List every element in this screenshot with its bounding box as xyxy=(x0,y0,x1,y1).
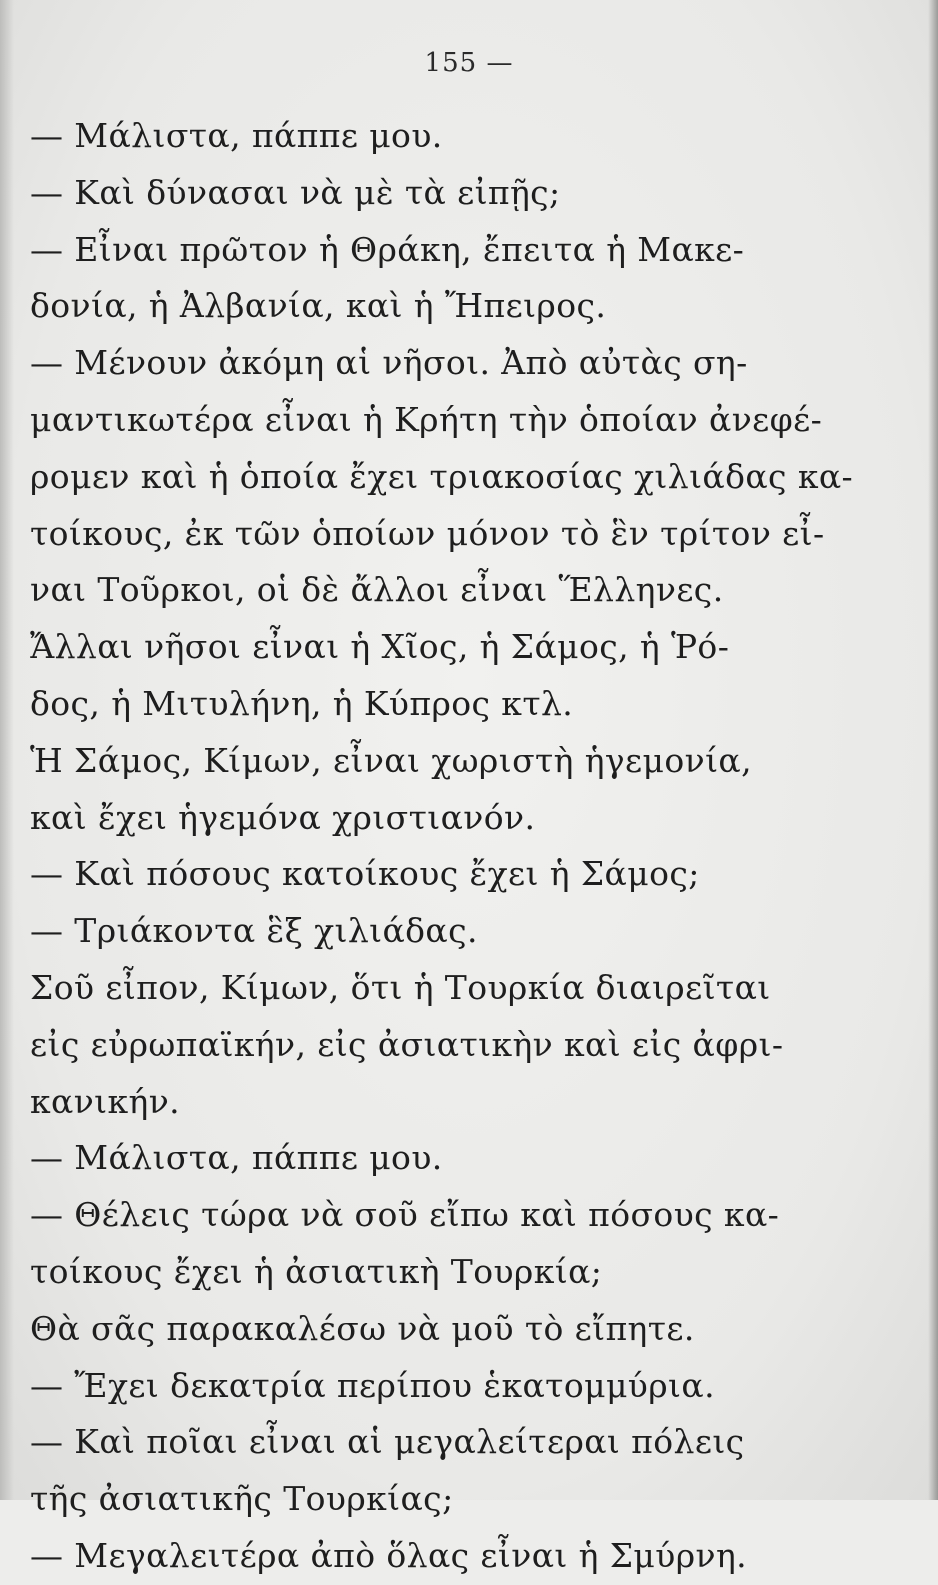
text-line: Ἡ Σάμος, Κίμων, εἶναι χωριστὴ ἡγεμονία, xyxy=(30,740,752,780)
text-line: καὶ ἔχει ἡγεμόνα χριστιανόν. xyxy=(30,797,536,837)
text-line: μαντικωτέρα εἶναι ἡ Κρήτη τὴν ὁποίαν ἀνεφέ- xyxy=(30,399,823,439)
text-line: τῆς ἀσιατικῆς Τουρκίας; xyxy=(30,1479,454,1519)
text-line: εἰς εὐρωπαϊκήν, εἰς ἀσιατικὴν καὶ εἰς ἀφρι- xyxy=(30,1024,784,1064)
text-line: τοίκους, ἐκ τῶν ὁποίων μόνον τὸ ἓν τρίτον εἶ- xyxy=(30,513,825,553)
page-right-edge-shadow xyxy=(928,0,938,1500)
text-line: — Ἔχει δεκατρία περίπου ἑκατομμύρια. xyxy=(30,1365,715,1405)
text-line: δονία, ἡ Ἀλβανία, καὶ ἡ Ἤπειρος. xyxy=(30,286,607,326)
body-text xyxy=(30,108,855,1585)
text-line: Θὰ σᾶς παρακαλέσω νὰ μοῦ τὸ εἴπητε. xyxy=(30,1308,695,1348)
text-line: — Τριάκοντα ἓξ χιλιάδας. xyxy=(30,911,478,951)
text-line: — Εἶναι πρῶτον ἡ Θράκη, ἔπειτα ἡ Μακε- xyxy=(30,229,745,269)
text-line: τοίκους ἔχει ἡ ἀσιατικὴ Τουρκία; xyxy=(30,1251,603,1291)
text-line: ρομεν καὶ ἡ ὁποία ἔχει τριακοσίας χιλιάδας κα- xyxy=(30,456,854,496)
text-line: — Καὶ δύνασαι νὰ μὲ τὰ εἰπῇς; xyxy=(30,172,561,212)
text-line: — Μεγαλειτέρα ἀπὸ ὅλας εἶναι ἡ Σμύρνη. xyxy=(30,1535,748,1575)
text-line: — Μάλιστα, πάππε μου. xyxy=(30,116,443,155)
text-line: κανικήν. xyxy=(30,1081,181,1121)
text-line: — Μάλιστα, πάππε μου. xyxy=(30,1138,443,1178)
text-line: — Θέλεις τώρα νὰ σοῦ εἴπω καὶ πόσους κα- xyxy=(30,1195,780,1235)
page-left-edge-shadow xyxy=(0,0,14,1500)
text-line: — Μένουν ἀκόμη αἱ νῆσοι. Ἀπὸ αὐτὰς ση- xyxy=(30,343,748,383)
text-line: Σοῦ εἶπον, Κίμων, ὅτι ἡ Τουρκία διαιρεῖται xyxy=(30,967,771,1007)
text-line: — Καὶ πόσους κατοίκους ἔχει ἡ Σάμος; xyxy=(30,854,700,894)
page-number: 155 — xyxy=(424,48,514,78)
text-line: δος, ἡ Μιτυλήνη, ἡ Κύπρος κτλ. xyxy=(30,683,574,723)
text-line: Ἄλλαι νῆσοι εἶναι ἡ Χῖος, ἡ Σάμος, ἡ Ῥό- xyxy=(30,627,730,667)
text-line: ναι Τοῦρκοι, οἱ δὲ ἄλλοι εἶναι Ἕλληνες. xyxy=(30,570,724,610)
text-line: — Καὶ ποῖαι εἶναι αἱ μεγαλείτεραι πόλεις xyxy=(30,1422,745,1462)
